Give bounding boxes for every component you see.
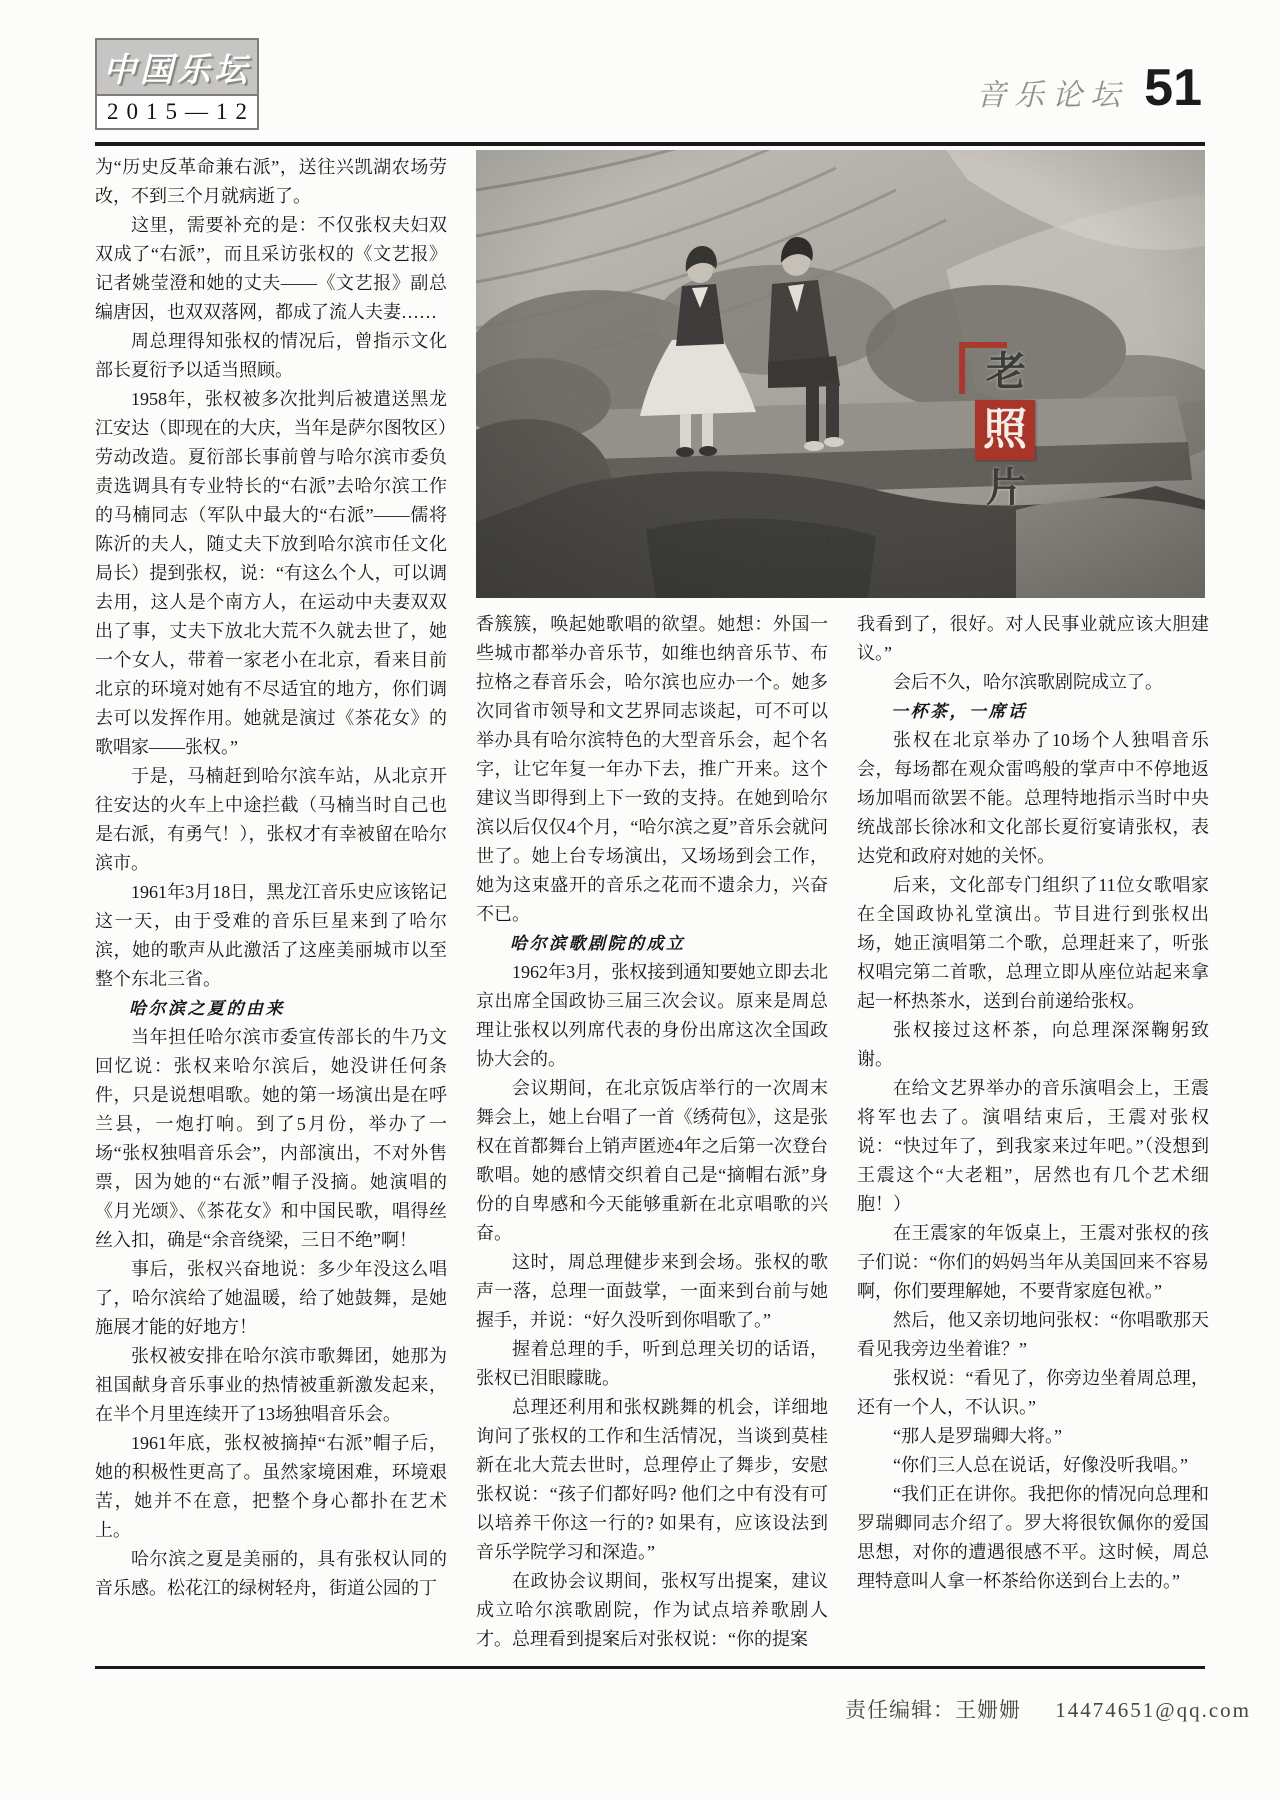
paragraph: 香簇簇，唤起她歌唱的欲望。她想：外国一些城市都举办音乐节，如维也纳音乐节、布拉格之春音乐会，哈尔滨也应办一个。她多次同省市领导和文艺界同志谈起，可不可以举办具有哈尔滨特色的大型音乐会，起个名字，让它年复一年办下去，推广开来。这个建议当即得到上下一致的支持。在她到哈尔滨以后仅仅4个月，“哈尔滨之夏”音乐会就问世了。她上台专场演出，又场场到会工作，她为这束盛开的音乐之花而不遗余力，兴奋不已。 bbox=[476, 614, 828, 924]
issue-box bbox=[95, 96, 259, 130]
page-number: 51 bbox=[1144, 59, 1202, 117]
header-rule bbox=[95, 142, 1205, 146]
paragraph: 事后，张权兴奋地说：多少年没这么唱了，哈尔滨给了她温暖，给了她鼓舞，是她施展才能的好地方！ bbox=[95, 1259, 447, 1337]
section-title: 音乐论坛 bbox=[976, 79, 1129, 112]
editor-email: 14474651@qq.com bbox=[1055, 1698, 1251, 1722]
paragraph: 为“历史反革命兼右派”，送往兴凯湖农场劳改，不到三个月就病逝了。 bbox=[95, 157, 447, 206]
label-char-zhao: 照 bbox=[983, 405, 1027, 454]
article-column-3 bbox=[857, 610, 1209, 1664]
paragraph: 1961年底，张权被摘掉“右派”帽子后，她的积极性更高了。虽然家境困难，环境艰苦，她并不在意，把整个身心都扑在艺术上。 bbox=[95, 1433, 447, 1540]
paragraph: 哈尔滨之夏是美丽的，具有张权认同的音乐感。松花江的绿树轻舟，街道公园的丁 bbox=[95, 1549, 447, 1598]
paragraph: 于是，马楠赶到哈尔滨车站，从北京开往安达的火车上中途拦截（马楠当时自己也是右派，有勇气！），张权才有幸被留在哈尔滨市。 bbox=[95, 766, 447, 873]
footer-rule bbox=[95, 1666, 1205, 1669]
paragraph: 当年担任哈尔滨市委宣传部长的牛乃文回忆说：张权来哈尔滨后，她没讲任何条件，只是说想唱歌。她的第一场演出是在呼兰县，一炮打响。到了5月份，举办了一场“张权独唱音乐会”，内部演出，不对外售票，因为她的“右派”帽子没摘。她演唱的《月光颂》、《茶花女》和中国民歌，唱得丝丝入扣，确是“余音绕梁，三日不绝”啊！ bbox=[95, 1027, 447, 1250]
section-header bbox=[976, 58, 1202, 118]
paragraph: 总理还利用和张权跳舞的机会，详细地询问了张权的工作和生活情况，当谈到莫桂新在北大荒去世时，总理停止了舞步，安慰张权说：“孩子们都好吗? 他们之中有没有可以培养干你这一行的? 如果有，应该设法到音乐学院学习和深造。” bbox=[476, 1397, 828, 1562]
photo-illustration bbox=[476, 150, 1205, 598]
editor-credit: 责任编辑：王姗姗 bbox=[845, 1698, 1021, 1722]
article-photo bbox=[476, 150, 1205, 598]
paragraph: “我们正在讲你。我把你的情况向总理和罗瑞卿同志介绍了。罗大将很钦佩你的爱国思想，对你的遭遇很感不平。这时候，周总理特意叫人拿一杯茶给你送到台上去的。” bbox=[857, 1484, 1209, 1591]
paragraph: 我看到了，很好。对人民事业就应该大胆建议。” bbox=[857, 614, 1209, 663]
paragraph: “你们三人总在说话，好像没听我唱。” bbox=[893, 1455, 1188, 1475]
paragraph: 张权说：“看见了，你旁边坐着周总理，还有一个人，不认识。” bbox=[857, 1368, 1209, 1417]
paragraph: “那人是罗瑞卿大将。” bbox=[893, 1426, 1062, 1446]
subheading: 哈尔滨之夏的由来 bbox=[129, 999, 285, 1018]
magazine-logo-text: 中国乐坛 bbox=[103, 52, 251, 89]
paragraph: 在政协会议期间，张权写出提案，建议成立哈尔滨歌剧院，作为试点培养歌剧人才。总理看到提案后对张权说：“你的提案 bbox=[476, 1571, 828, 1649]
page-footer bbox=[845, 1694, 1251, 1724]
paragraph: 张权接过这杯茶，向总理深深鞠躬致谢。 bbox=[857, 1020, 1209, 1069]
paragraph: 这里，需要补充的是：不仅张权夫妇双双成了“右派”，而且采访张权的《文艺报》记者姚莹澄和她的丈夫——《文艺报》副总编唐因，也双双落网，都成了流人夫妻…… bbox=[95, 215, 447, 322]
issue-number: 2015—12 bbox=[107, 99, 255, 124]
paragraph: 1958年，张权被多次批判后被遣送黑龙江安达（即现在的大庆，当年是萨尔图牧区）劳动改造。夏衍部长事前曾与哈尔滨市委负责选调具有专业特长的“右派”去哈尔滨工作的马楠同志（军队中最大的“右派”——儒将陈沂的夫人，随丈夫下放到哈尔滨市任文化局长）提到张权，说：“有这么个人，可以调去用，这人是个南方人，在运动中夫妻双双出了事，丈夫下放北大荒不久就去世了，她一个女人，带着一家老小在北京，看来目前北京的环境对她有不尽适宜的地方，你们调去可以发挥作用。她就是演过《茶花女》的歌唱家——张权。” bbox=[95, 389, 447, 757]
paragraph: 后来，文化部专门组织了11位女歌唱家在全国政协礼堂演出。节目进行到张权出场，她正演唱第二个歌，总理赶来了，听张权唱完第二首歌，总理立即从座位站起来拿起一杯热茶水，送到台前递给张权。 bbox=[857, 875, 1209, 1011]
paragraph: 这时，周总理健步来到会场。张权的歌声一落，总理一面鼓掌，一面来到台前与她握手，并说：“好久没听到你唱歌了。” bbox=[476, 1252, 828, 1330]
paragraph: 张权被安排在哈尔滨市歌舞团，她那为祖国献身音乐事业的热情被重新激发起来，在半个月里连续开了13场独唱音乐会。 bbox=[95, 1346, 447, 1424]
article-column-1 bbox=[95, 153, 447, 1663]
paragraph: 在给文艺界举办的音乐演唱会上，王震将军也去了。演唱结束后，王震对张权说：“快过年了，到我家来过年吧。”（没想到王震这个“大老粗”，居然也有几个艺术细胞！） bbox=[857, 1078, 1209, 1214]
label-char-lao: 老 bbox=[986, 349, 1026, 394]
paragraph: 会议期间，在北京饭店举行的一次周末舞会上，她上台唱了一首《绣荷包》，这是张权在首都舞台上销声匿迹4年之后第一次登台歌唱。她的感情交织着自己是“摘帽右派”身份的自卑感和今天能够重新在北京唱歌的兴奋。 bbox=[476, 1078, 828, 1243]
label-char-pian: 片 bbox=[986, 465, 1026, 510]
paragraph: 握着总理的手，听到总理关切的话语，张权已泪眼矇眬。 bbox=[476, 1339, 828, 1388]
article-column-2 bbox=[476, 610, 828, 1664]
paragraph: 周总理得知张权的情况后，曾指示文化部长夏衍予以适当照顾。 bbox=[95, 331, 447, 380]
paragraph: 在王震家的年饭桌上，王震对张权的孩子们说：“你们的妈妈当年从美国回来不容易啊，你们要理解她，不要背家庭包袱。” bbox=[857, 1223, 1209, 1301]
subheading: 哈尔滨歌剧院的成立 bbox=[510, 934, 686, 953]
paragraph: 1962年3月，张权接到通知要她立即去北京出席全国政协三届三次会议。原来是周总理让张权以列席代表的身份出席这次全国政协大会的。 bbox=[476, 962, 828, 1069]
label-red-box bbox=[975, 400, 1035, 460]
subheading: 一杯茶，一席话 bbox=[891, 702, 1028, 721]
paragraph: 会后不久，哈尔滨歌剧院成立了。 bbox=[893, 672, 1163, 692]
paragraph: 1961年3月18日，黑龙江音乐史应该铭记这一天，由于受难的音乐巨星来到了哈尔滨，她的歌声从此激活了这座美丽城市以至整个东北三省。 bbox=[95, 882, 447, 989]
magazine-logo bbox=[95, 38, 259, 96]
old-photo-label bbox=[959, 342, 1045, 528]
masthead bbox=[95, 38, 259, 130]
paragraph: 张权在北京举办了10场个人独唱音乐会，每场都在观众雷鸣般的掌声中不停地返场加唱而欲罢不能。总理特地指示当时中央统战部长徐冰和文化部长夏衍宴请张权，表达党和政府对她的关怀。 bbox=[857, 730, 1209, 866]
paragraph: 然后，他又亲切地问张权：“你唱歌那天看见我旁边坐着谁？” bbox=[857, 1310, 1209, 1359]
